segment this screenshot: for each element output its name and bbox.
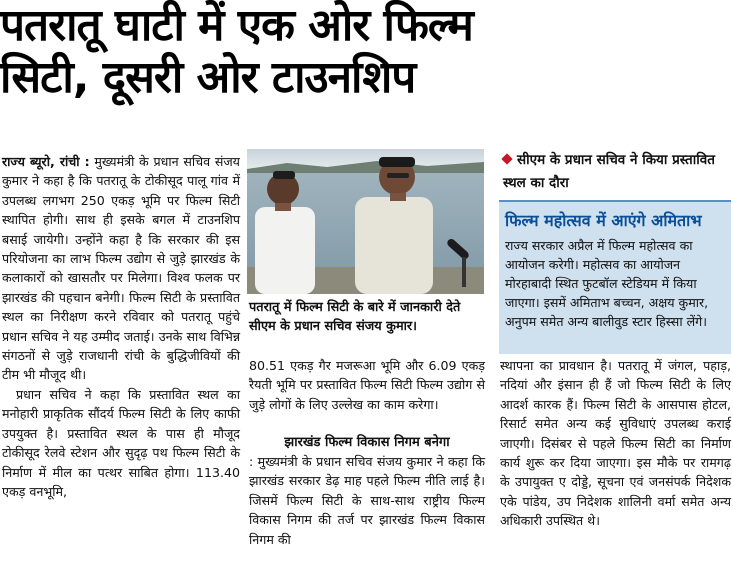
article-column-3 (500, 356, 731, 558)
paragraph (2, 152, 240, 385)
paragraph-text: मुख्यमंत्री के प्रधान सचिव संजय कुमार ने कहा है कि पतरातू के टोकीसूद पालू गांव में उपलब्ध लगभग 250 एकड़ भूमि पर फिल्म सिटी स्थापित होगी। साथ ही इसके बगल में टाउनशिप बसाई जायेगी। उन्होंने कहा है कि सरकार की इस परियोजना का लाभ फिल्म उद्योग से जुड़े झारखंड के कलाकारों को खासतौर पर मिलेगा। विश्व फलक पर झारखंड की पहचान बनेगी। फिल्म सिटी के प्रस्तावित स्थल का निरीक्षण करने रविवार को पतरातू पहुंचे प्रधान सचिव ने यह उम्मीद जताई। उनके साथ विभिन्न संगठनों से जुड़े राजधानी रांची के बुद्धिजीवियों की टीम भी मौजूद थी। (2, 154, 240, 383)
info-box-text: राज्य सरकार अप्रैल में फिल्म महोत्सव का आयोजन करेगी। महोत्सव का आयोजन मोरहाबादी स्थित फुटबॉल स्टेडियम में किया जाएगा। इसमें अमिताभ बच्चन, अक्षय कुमार, अनुपम समेत अन्य बालीवुड स्टार हिस्सा लेंगे। (505, 238, 709, 329)
subheading: झारखंड फिल्म विकास निगम बनेगा (284, 435, 450, 450)
paragraph: स्थापना का प्रावधान है। पतरातू में जंगल, पहाड़, नदियां और इंसान ही हैं जो फिल्म सिटी के लिए आदर्श कारक हैं। फिल्म सिटी के आसपास होटल, रिसार्ट समेत अन्य कई सुविधाएं उपलब्ध कराई जाएगी। दिसंबर से पहले फिल्म सिटी का निर्माण कार्य शुरू कर दिया जाएगा। इस मौके पर रामगढ़ के उपायुक्त ए दोड्डे, सूचना एवं जनसंपर्क निदेशक एके पांडेय, उप निदेशक शालिनी वर्मा समेत अन्य अधिकारी उपस्थित थे। (500, 358, 731, 529)
dateline: राज्य ब्यूरो, रांची : (2, 154, 90, 169)
sidebar-title-text: सीएम के प्रधान सचिव ने किया प्रस्तावित स्थल का दौरा (503, 152, 715, 191)
paragraph: 80.51 एकड़ गैर मजरूआ भूमि और 6.09 एकड़ रैयती भूमि पर प्रस्तावित फिल्म सिटी फिल्म उद्योग से जुड़े लोगों के लिए उल्लेख का काम करेगा। (249, 358, 485, 412)
photo-illustration (247, 149, 484, 294)
info-box-title: फिल्म महोत्सव में आएंगे अमिताभ (505, 211, 702, 230)
paragraph: : मुख्यमंत्री के प्रधान सचिव संजय कुमार ने कहा कि झारखंड सरकार डेढ़ माह पहले फिल्म नीति लाई है। जिसमें फिल्म सिटी के साथ-साथ राष्ट्रीय फिल्म विकास निगम की तर्ज पर झारखंड फिल्म विकास निगम की (249, 454, 485, 547)
article-column-2-continued (249, 452, 485, 558)
headline (0, 0, 733, 104)
photo-caption: पतरातू में फिल्म सिटी के बारे में जानकारी देते सीएम के प्रधान सचिव संजय कुमार। (249, 300, 461, 334)
info-box (499, 200, 731, 354)
article-column-2 (249, 356, 485, 412)
diamond-bullet-icon (501, 153, 512, 164)
headline-line-1: पतरातू घाटी में एक ओर फिल्म (0, 0, 473, 51)
headline-line-2: सिटी, दूसरी ओर टाउनशिप (0, 52, 416, 103)
news-photo (247, 149, 484, 294)
sidebar-title (503, 149, 728, 195)
article-column-1 (2, 152, 240, 558)
paragraph: प्रधान सचिव ने कहा कि प्रस्तावित स्थल का मनोहारी प्राकृतिक सौंदर्य फिल्म सिटी के लिए काफी उपयुक्त है। प्रस्तावित स्थल के पास ही मौजूद टोकीसूद रेलवे स्टेशन और सुदृढ़ पथ फिल्म सिटी के निर्माण में मील का पत्थर साबित होगा। 113.40 एकड़ वनभूमि, (2, 386, 240, 499)
